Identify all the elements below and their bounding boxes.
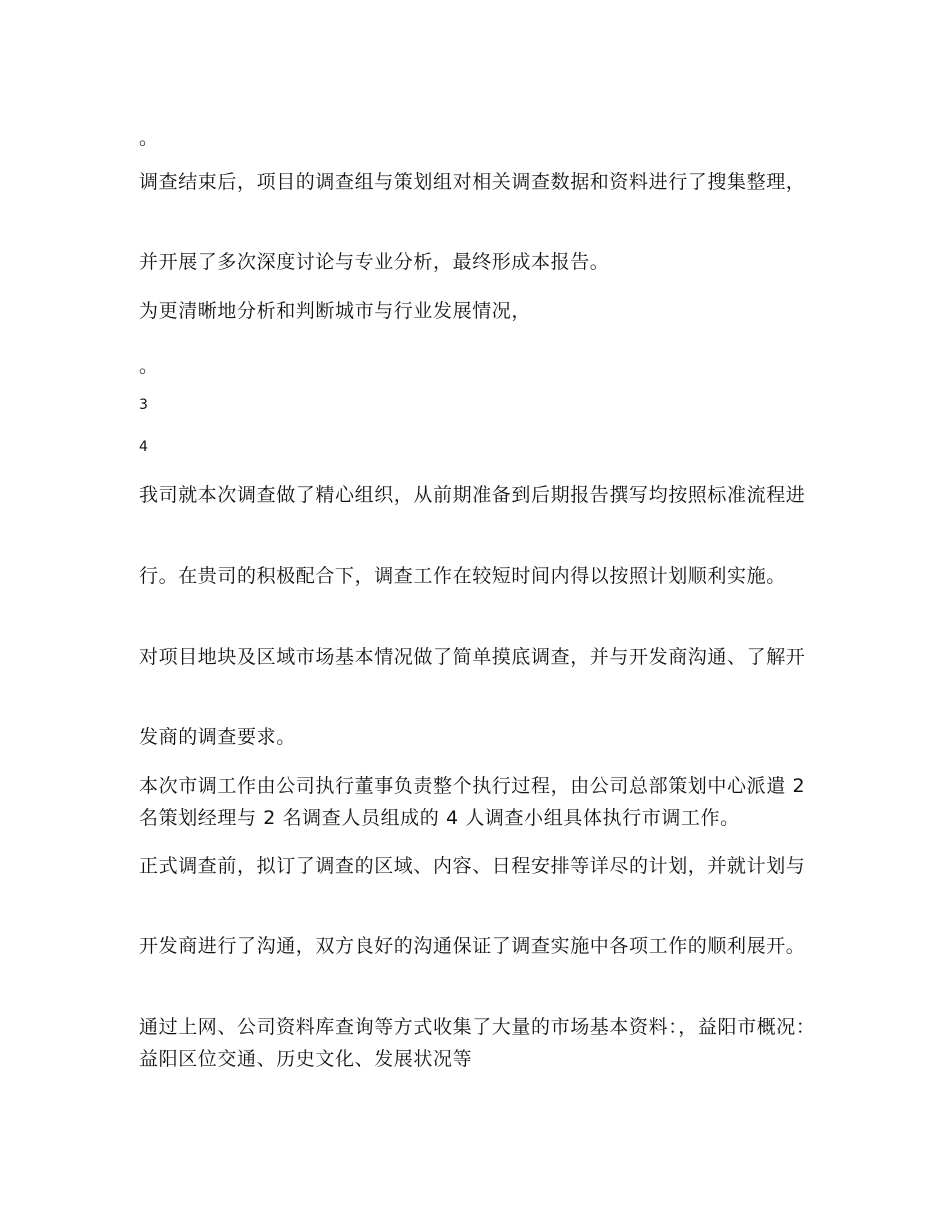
paragraph-3: 并开展了多次深度讨论与专业分析，最终形成本报告。	[139, 251, 610, 273]
paragraph-10: 本次市调工作由公司执行董事负责整个执行过程，由公司总部策划中心派遣 2 名策划经理与 2 名调查人员组成的 4 人调查小组具体执行市调工作。	[139, 775, 812, 829]
paragraph-9: 发商的调查要求。	[139, 726, 296, 748]
page-number-3: 3	[139, 397, 148, 413]
paragraph-8: 对项目地块及区域市场基本情况做了简单摸底调查，并与开发商沟通、了解开	[139, 646, 806, 668]
paragraph-2: 调查结束后，项目的调查组与策划组对相关调查数据和资料进行了搜集整理，	[139, 171, 806, 193]
page-number-4: 4	[139, 439, 148, 455]
paragraph-12: 开发商进行了沟通，双方良好的沟通保证了调查实施中各项工作的顺利展开。	[139, 935, 806, 957]
paragraph-5: 。	[139, 355, 159, 377]
paragraph-4: 为更清晰地分析和判断城市与行业发展情况，	[139, 300, 532, 322]
paragraph-13: 通过上网、公司资料库查询等方式收集了大量的市场基本资料：，益阳市概况：益阳区位交通、历史文化、发展状况等	[139, 1016, 816, 1070]
paragraph-6: 我司就本次调查做了精心组织，从前期准备到后期报告撰写均按照标准流程进	[139, 484, 806, 506]
paragraph-1: 。	[139, 127, 159, 149]
paragraph-11: 正式调查前，拟订了调查的区域、内容、日程安排等详尽的计划，并就计划与	[139, 855, 806, 877]
paragraph-7: 行。在贵司的积极配合下，调查工作在较短时间内得以按照计划顺利实施。	[139, 565, 786, 587]
